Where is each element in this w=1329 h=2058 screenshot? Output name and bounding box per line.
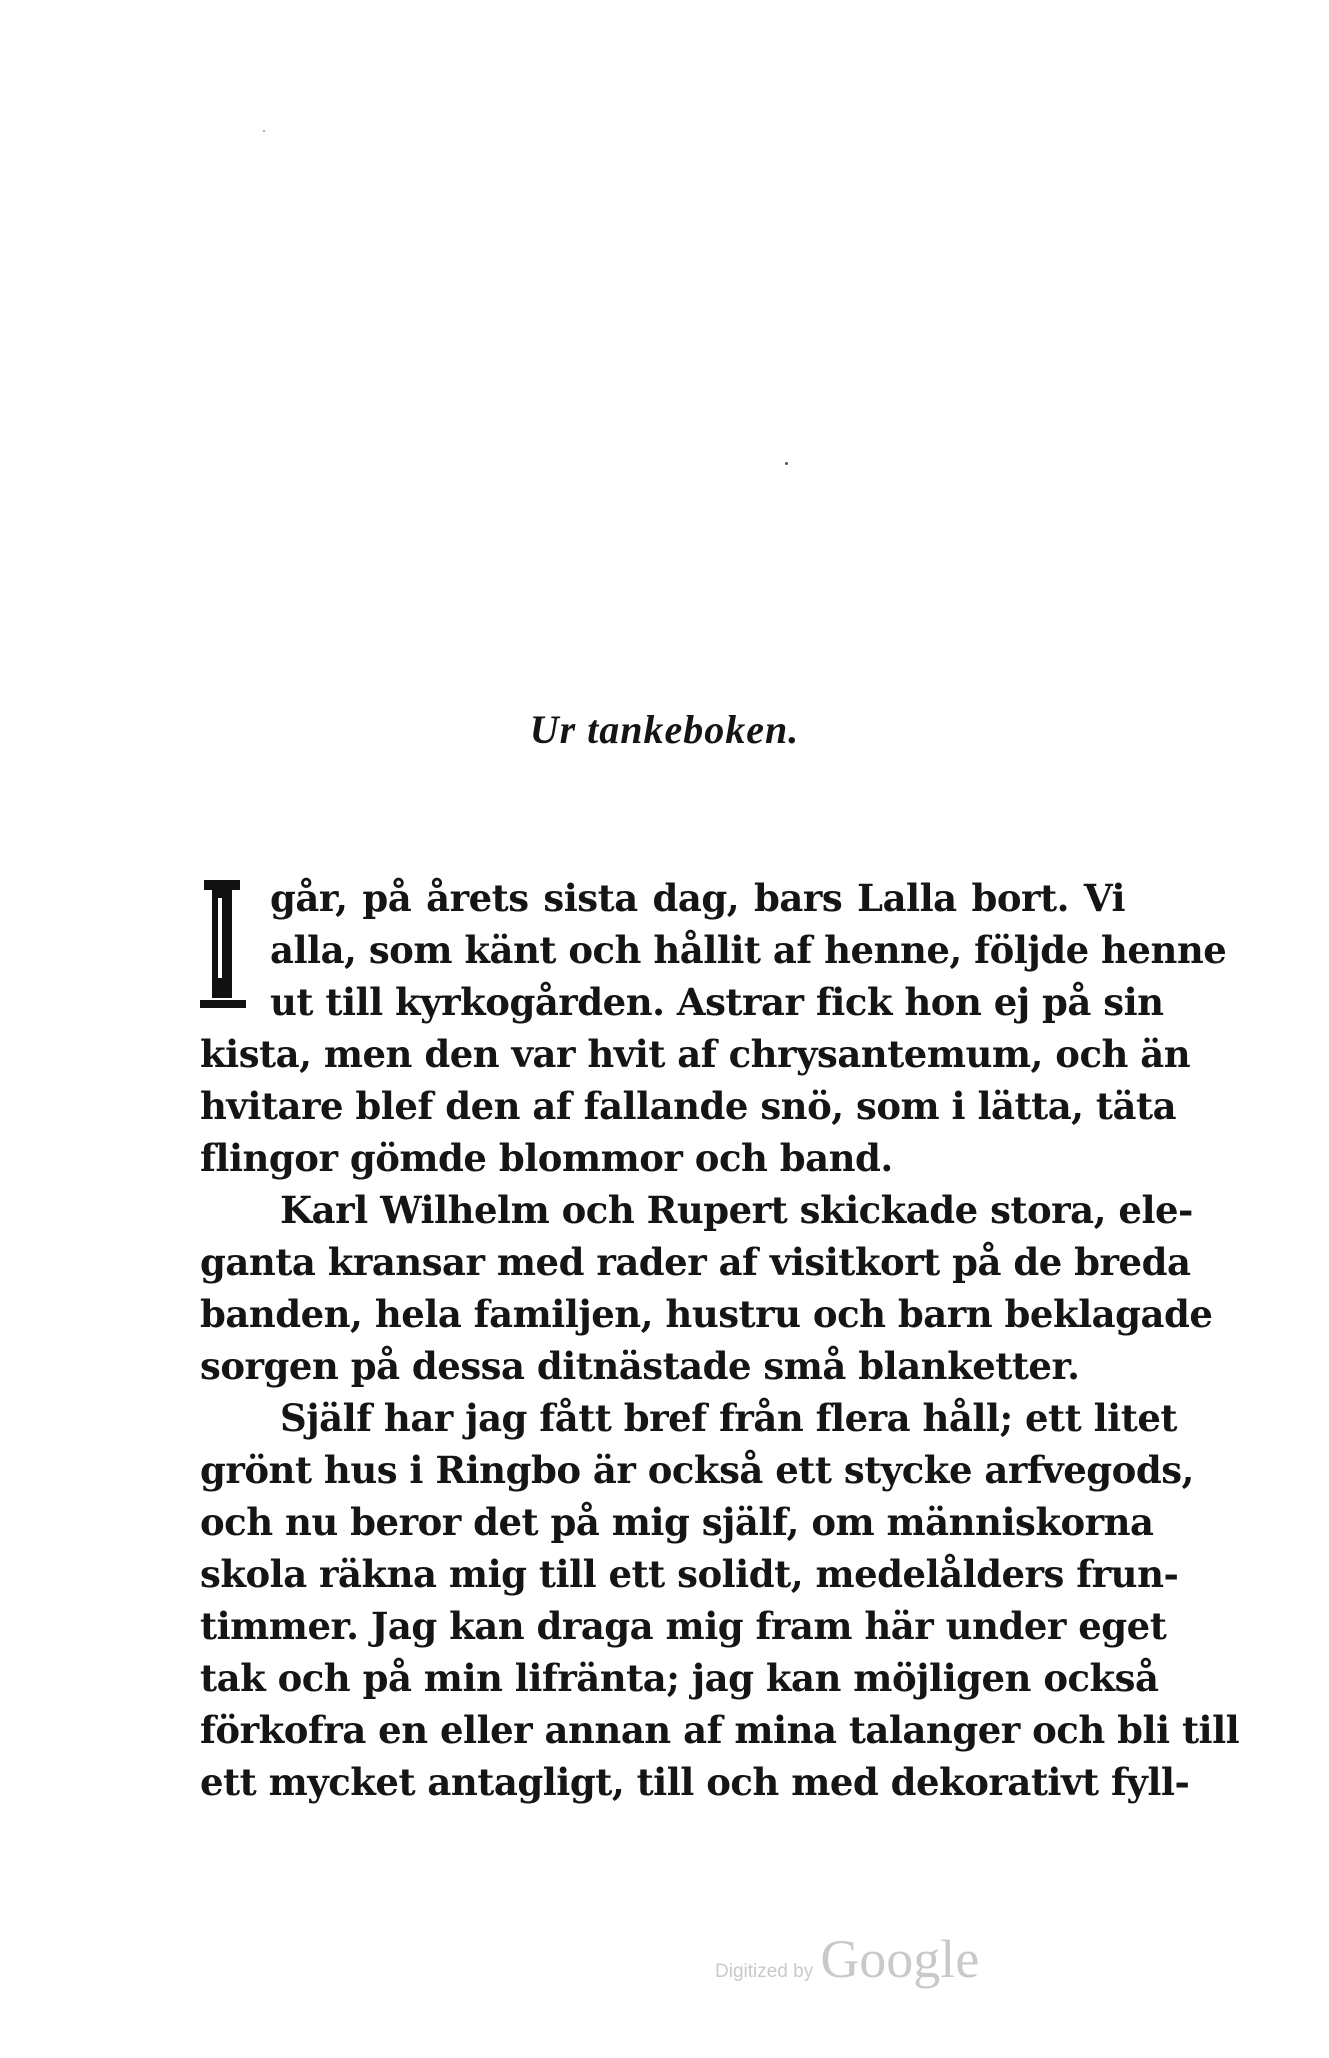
text-line: hvitare blef den af fallande snö, som i lätta, täta [200, 1084, 1177, 1128]
text-line: ganta kransar med rader af visitkort på de breda [200, 1240, 1191, 1284]
digitized-watermark [715, 1928, 979, 1990]
body-text [200, 872, 1240, 1808]
text-line: sorgen på dessa ditnästade små blanketter. [200, 1344, 1080, 1388]
text-line: skola räkna mig till ett solidt, medelålders frun- [200, 1552, 1179, 1596]
text-line: flingor gömde blommor och band. [200, 1136, 893, 1180]
watermark-prefix: Digitized by [715, 1961, 814, 1982]
text-line: grönt hus i Ringbo är också ett stycke arfvegods, [200, 1448, 1194, 1492]
text-line: ut till kyrkogården. Astrar fick hon ej på sin [270, 980, 1164, 1024]
text-line: ett mycket antagligt, till och med dekorativt fyll- [200, 1760, 1190, 1804]
text-line: Karl Wilhelm och Rupert skickade stora, ele- [280, 1188, 1193, 1232]
text-line: tak och på min lifränta; jag kan möjligen också [200, 1656, 1159, 1700]
text-line: alla, som känt och hållit af henne, följde henne [270, 928, 1227, 972]
text-line: kista, men den var hvit af chrysantemum, och än [200, 1032, 1191, 1076]
text-line: Själf har jag fått bref från flera håll; ett litet [280, 1396, 1177, 1440]
page-speck [263, 130, 265, 132]
watermark-brand: Google [820, 1929, 980, 1989]
chapter-title: Ur tankeboken. [529, 707, 800, 752]
page-speck [785, 462, 788, 465]
text-line: förkofra en eller annan af mina talanger och bli till [200, 1708, 1240, 1752]
text-line: och nu beror det på mig själf, om människorna [200, 1500, 1154, 1544]
text-line: banden, hela familjen, hustru och barn beklagade [200, 1292, 1213, 1336]
text-line: timmer. Jag kan draga mig fram här under eget [200, 1604, 1167, 1648]
text-line: går, på årets sista dag, bars Lalla bort. Vi [270, 876, 1125, 920]
